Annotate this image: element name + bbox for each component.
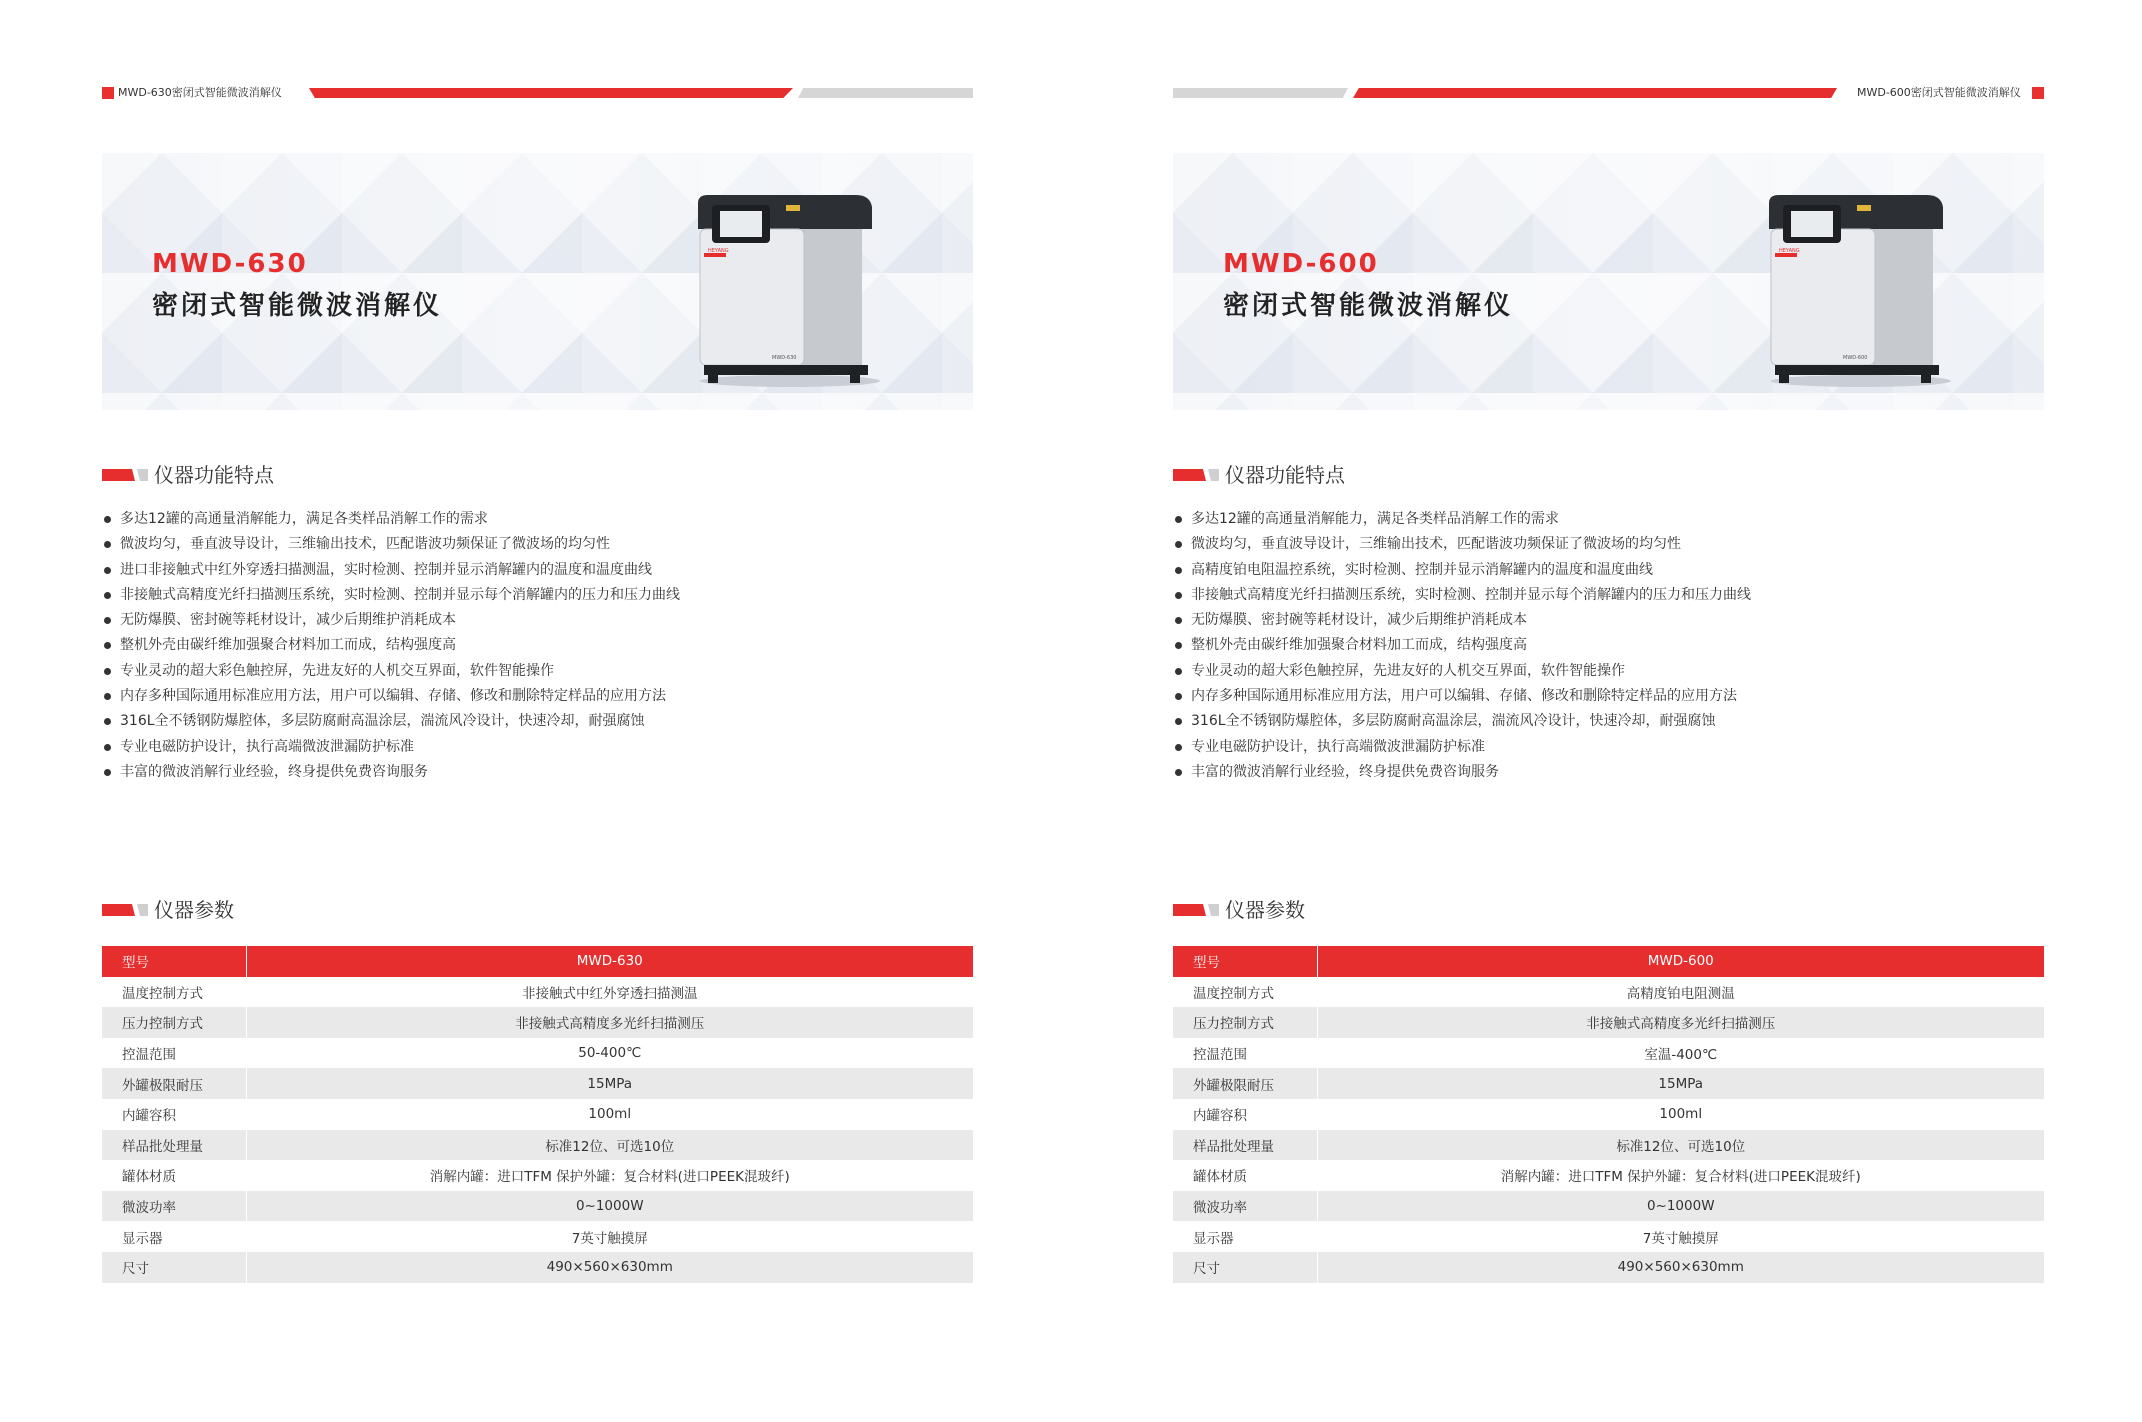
- page-header: [1173, 86, 2044, 100]
- feature-item: 高精度铂电阻温控系统，实时检测、控制并显示消解罐内的温度和温度曲线: [1173, 558, 2033, 583]
- table-row: [1173, 977, 2044, 1008]
- table-header-row: [1173, 946, 2044, 977]
- table-row: [102, 1038, 973, 1069]
- param-value: 0~1000W: [1317, 1191, 2044, 1222]
- params-table: [1173, 946, 2044, 1283]
- param-key: 尺寸: [102, 1252, 246, 1283]
- table-row: [102, 1068, 973, 1099]
- product-banner: [102, 153, 973, 410]
- table-header-row: [102, 946, 973, 977]
- feature-item: 内存多种国际通用标准应用方法，用户可以编辑、存储、修改和删除特定样品的应用方法: [102, 684, 962, 709]
- section-marker-icon: [1173, 904, 1219, 916]
- table-row: [102, 977, 973, 1008]
- header-label: MWD-600密闭式智能微波消解仪: [1857, 86, 2021, 99]
- param-value: 100ml: [1659, 1106, 1703, 1123]
- feature-item: 无防爆膜、密封碗等耗材设计，减少后期维护消耗成本: [102, 608, 962, 633]
- table-row: [1173, 1160, 2044, 1191]
- param-key: 罐体材质: [102, 1160, 246, 1191]
- params-table: [102, 946, 973, 1283]
- section-marker-icon: [102, 469, 148, 481]
- param-key: 控温范围: [102, 1038, 246, 1069]
- param-key: 样品批处理量: [1173, 1130, 1317, 1161]
- feature-item: 微波均匀，垂直波导设计，三维输出技术，匹配谐波功频保证了微波场的均匀性: [1173, 532, 2033, 557]
- param-key: 压力控制方式: [102, 1007, 246, 1038]
- section-marker-icon: [1173, 469, 1219, 481]
- feature-item: 316L全不锈钢防爆腔体，多层防腐耐高温涂层，湍流风冷设计，快速冷却，耐强腐蚀: [1173, 709, 2033, 734]
- table-row: [102, 1252, 973, 1283]
- table-row: [1173, 1130, 2044, 1161]
- table-row: [1173, 1099, 2044, 1130]
- page-header: [102, 86, 973, 100]
- features-list: [1173, 507, 2033, 785]
- param-key: 控温范围: [1173, 1038, 1317, 1069]
- param-key: 显示器: [1173, 1221, 1317, 1252]
- table-row: [1173, 1221, 2044, 1252]
- device-brand: HEYANG: [708, 248, 729, 254]
- param-value: 490×560×630mm: [246, 1252, 973, 1283]
- param-key: 外罐极限耐压: [1173, 1068, 1317, 1099]
- feature-item: 整机外壳由碳纤维加强聚合材料加工而成，结构强度高: [102, 633, 962, 658]
- param-value: 非接触式中红外穿透扫描测温: [522, 985, 698, 1002]
- feature-item: 进口非接触式中红外穿透扫描测温，实时检测、控制并显示消解罐内的温度和温度曲线: [102, 558, 962, 583]
- params-title: 仪器参数: [1225, 898, 1305, 922]
- feature-item: 专业灵动的超大彩色触控屏，先进友好的人机交互界面，软件智能操作: [102, 659, 962, 684]
- param-value: MWD-600: [1317, 946, 2044, 977]
- param-key: 外罐极限耐压: [102, 1068, 246, 1099]
- feature-item: 专业电磁防护设计，执行高端微波泄漏防护标准: [1173, 735, 2033, 760]
- header-red-bar: [309, 88, 793, 98]
- feature-item: 非接触式高精度光纤扫描测压系统，实时检测、控制并显示每个消解罐内的压力和压力曲线: [102, 583, 962, 608]
- table-row: [102, 1007, 973, 1038]
- param-value: 0~1000W: [246, 1191, 973, 1222]
- microwave-device-image: [1761, 189, 1951, 389]
- header-grey-bar: [1173, 88, 1348, 98]
- param-value: 490×560×630mm: [1317, 1252, 2044, 1283]
- param-key: 温度控制方式: [1173, 977, 1317, 1008]
- param-value: 非接触式高精度多光纤扫描测压: [1317, 1007, 2044, 1038]
- feature-item: 316L全不锈钢防爆腔体，多层防腐耐高温涂层，湍流风冷设计，快速冷却，耐强腐蚀: [102, 709, 962, 734]
- table-row: [102, 1221, 973, 1252]
- param-key: 内罐容积: [102, 1099, 246, 1130]
- param-key: 样品批处理量: [102, 1130, 246, 1161]
- banner-product-name: 密闭式智能微波消解仪: [152, 291, 443, 321]
- section-marker-icon: [102, 904, 148, 916]
- param-key: 型号: [1173, 946, 1317, 977]
- header-square: [102, 87, 114, 99]
- feature-item: 无防爆膜、密封碗等耗材设计，减少后期维护消耗成本: [1173, 608, 2033, 633]
- feature-item: 专业电磁防护设计，执行高端微波泄漏防护标准: [102, 735, 962, 760]
- table-row: [1173, 1038, 2044, 1069]
- table-row: [1173, 1191, 2044, 1222]
- feature-item: 多达12罐的高通量消解能力，满足各类样品消解工作的需求: [1173, 507, 2033, 532]
- param-value: 消解内罐：进口TFM 保护外罐：复合材料(进口PEEK混玻纤): [429, 1169, 790, 1186]
- feature-item: 多达12罐的高通量消解能力，满足各类样品消解工作的需求: [102, 507, 962, 532]
- table-row: [1173, 1007, 2044, 1038]
- param-value: 室温-400℃: [1644, 1047, 1718, 1064]
- param-value: MWD-630: [246, 946, 973, 977]
- device-plate: MWD-630: [772, 355, 797, 361]
- param-value: 50-400℃: [578, 1045, 642, 1062]
- feature-item: 非接触式高精度光纤扫描测压系统，实时检测、控制并显示每个消解罐内的压力和压力曲线: [1173, 583, 2033, 608]
- param-key: 尺寸: [1173, 1252, 1317, 1283]
- param-key: 微波功率: [102, 1191, 246, 1222]
- param-value: 15MPa: [246, 1068, 973, 1099]
- param-key: 温度控制方式: [102, 977, 246, 1008]
- param-key: 内罐容积: [1173, 1099, 1317, 1130]
- feature-item: 整机外壳由碳纤维加强聚合材料加工而成，结构强度高: [1173, 633, 2033, 658]
- microwave-device-image: [690, 189, 880, 389]
- table-row: [102, 1099, 973, 1130]
- param-key: 显示器: [102, 1221, 246, 1252]
- param-value: 100ml: [588, 1106, 632, 1123]
- feature-item: 丰富的微波消解行业经验，终身提供免费咨询服务: [102, 760, 962, 785]
- feature-item: 丰富的微波消解行业经验，终身提供免费咨询服务: [1173, 760, 2033, 785]
- table-row: [102, 1160, 973, 1191]
- feature-item: 内存多种国际通用标准应用方法，用户可以编辑、存储、修改和删除特定样品的应用方法: [1173, 684, 2033, 709]
- feature-item: 专业灵动的超大彩色触控屏，先进友好的人机交互界面，软件智能操作: [1173, 659, 2033, 684]
- header-label: MWD-630密闭式智能微波消解仪: [118, 86, 282, 99]
- param-key: 罐体材质: [1173, 1160, 1317, 1191]
- param-value: 非接触式高精度多光纤扫描测压: [246, 1007, 973, 1038]
- param-key: 微波功率: [1173, 1191, 1317, 1222]
- banner-model: MWD-630: [152, 249, 308, 279]
- banner-model: MWD-600: [1223, 249, 1379, 279]
- device-plate: MWD-600: [1843, 355, 1868, 361]
- feature-item: 微波均匀，垂直波导设计，三维输出技术，匹配谐波功频保证了微波场的均匀性: [102, 532, 962, 557]
- param-value: 消解内罐：进口TFM 保护外罐：复合材料(进口PEEK混玻纤): [1500, 1169, 1861, 1186]
- features-title: 仪器功能特点: [1225, 463, 1345, 487]
- page-right: [1071, 0, 2142, 1422]
- header-grey-bar: [798, 88, 973, 98]
- table-row: [1173, 1068, 2044, 1099]
- param-value: 标准12位、可选10位: [246, 1130, 973, 1161]
- param-key: 压力控制方式: [1173, 1007, 1317, 1038]
- param-key: 型号: [102, 946, 246, 977]
- param-value: 7英寸触摸屏: [571, 1230, 648, 1247]
- product-banner: [1173, 153, 2044, 410]
- table-row: [102, 1130, 973, 1161]
- param-value: 15MPa: [1317, 1068, 2044, 1099]
- banner-product-name: 密闭式智能微波消解仪: [1223, 291, 1514, 321]
- table-row: [102, 1191, 973, 1222]
- param-value: 7英寸触摸屏: [1642, 1230, 1719, 1247]
- features-title: 仪器功能特点: [154, 463, 274, 487]
- device-brand: HEYANG: [1779, 248, 1800, 254]
- table-row: [1173, 1252, 2044, 1283]
- params-title: 仪器参数: [154, 898, 234, 922]
- header-square: [2032, 87, 2044, 99]
- features-list: [102, 507, 962, 785]
- header-red-bar: [1353, 88, 1837, 98]
- param-value: 高精度铂电阻测温: [1626, 985, 1735, 1002]
- param-value: 标准12位、可选10位: [1317, 1130, 2044, 1161]
